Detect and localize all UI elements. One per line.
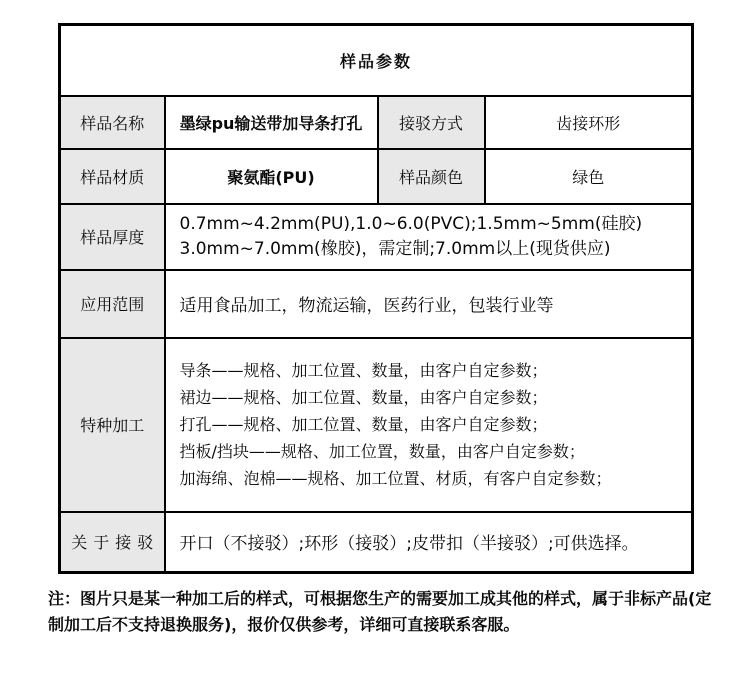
value-sample-material: 聚氨酯(PU) [165, 149, 378, 204]
special-line-punching: 打孔——规格、加工位置、数量，由客户自定参数； [179, 415, 548, 434]
value-sample-thickness [165, 204, 693, 270]
table-row [60, 338, 693, 512]
special-line-sponge-foam: 加海绵、泡棉——规格、加工位置、材质，有客户自定参数； [179, 469, 612, 488]
thickness-line-2: 3.0mm~7.0mm(橡胶)，需定制;7.0mm以上(现货供应) [179, 238, 611, 259]
value-special-processing [165, 338, 693, 512]
value-sample-color: 绿色 [485, 149, 693, 204]
label-sample-name: 样品名称 [60, 96, 165, 149]
table-row [60, 270, 693, 338]
label-joint-method: 接驳方式 [378, 96, 485, 149]
label-special-processing: 特种加工 [60, 338, 165, 512]
table-row [60, 204, 693, 270]
table-row [60, 512, 693, 573]
label-sample-material: 样品材质 [60, 149, 165, 204]
thickness-line-1: 0.7mm~4.2mm(PU),1.0~6.0(PVC);1.5mm~5mm(硅胶) [179, 213, 643, 234]
footer-note: 注：图片只是某一种加工后的样式，可根据您生产的需要加工成其他的样式，属于非标产品(定制加工后不支持退换服务)，报价仅供参考，详细可直接联系客服。 [48, 589, 712, 634]
special-line-baffle: 挡板/挡块——规格、加工位置，数量，由客户自定参数； [179, 442, 585, 461]
label-application-range: 应用范围 [60, 270, 165, 338]
value-application-range: 适用食品加工，物流运输，医药行业，包装行业等 [165, 270, 693, 338]
table-row [60, 25, 693, 96]
special-line-guide-strip: 导条——规格、加工位置、数量，由客户自定参数； [179, 361, 548, 380]
value-about-splicing: 开口（不接驳）;环形（接驳）;皮带扣（半接驳）;可供选择。 [165, 512, 693, 573]
value-sample-name: 墨绿pu输送带加导条打孔 [165, 96, 378, 149]
table-title: 样品参数 [60, 25, 693, 96]
sample-parameters-table [58, 23, 694, 574]
value-joint-method: 齿接环形 [485, 96, 693, 149]
special-line-skirt-edge: 裙边——规格、加工位置、数量，由客户自定参数； [179, 388, 548, 407]
table-row [60, 149, 693, 204]
table-row [60, 96, 693, 149]
label-about-splicing: 关于接驳 [60, 512, 165, 573]
label-sample-thickness: 样品厚度 [60, 204, 165, 270]
label-sample-color: 样品颜色 [378, 149, 485, 204]
